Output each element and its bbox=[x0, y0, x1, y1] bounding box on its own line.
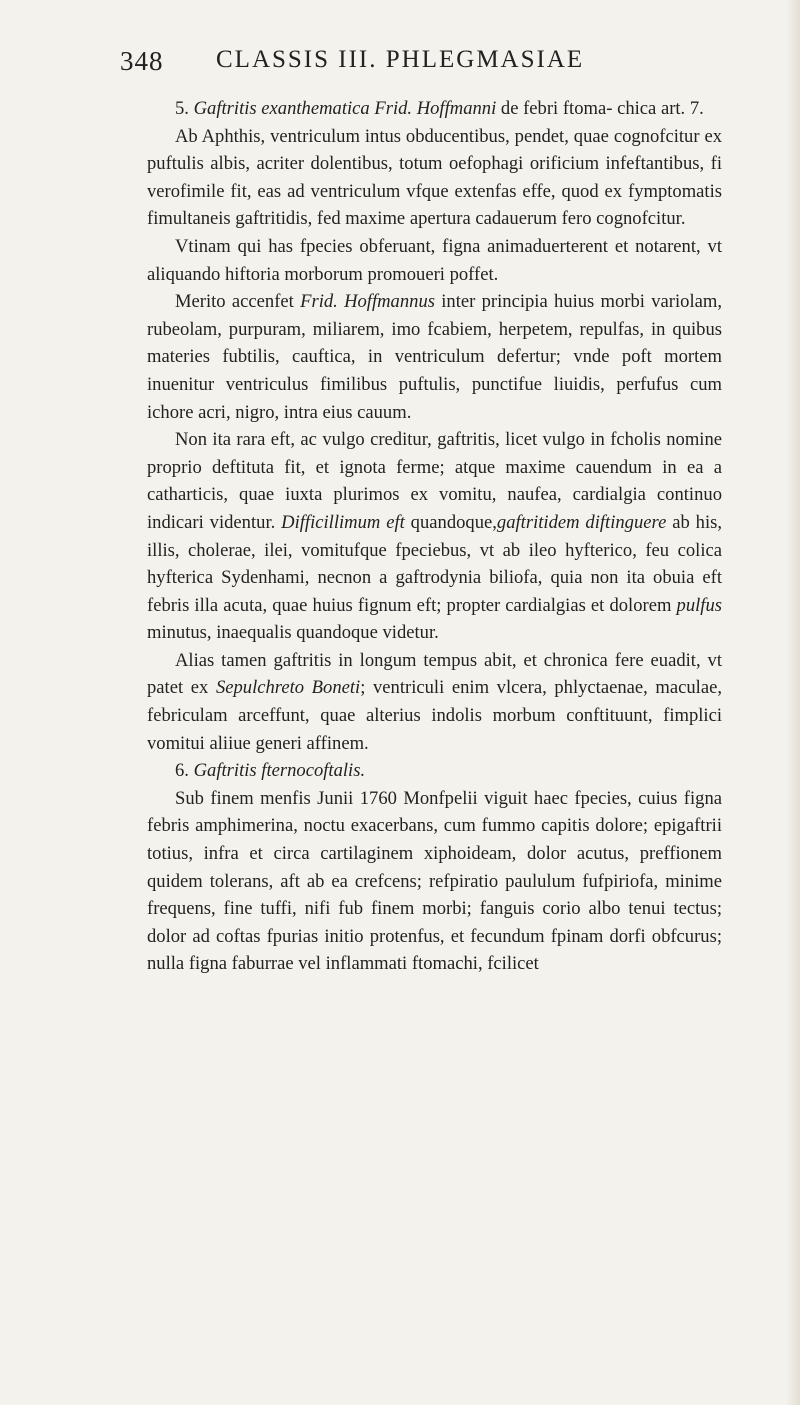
text-run: inter principia huius morbi variolam, rubeolam, purpuram, miliarem, imo fcabiem, herpetem, repulfas, in quibus materies fubtilis, cauftica, in ventriculum defertur; vnde poft mortem inuenitur ventriculus fimilibus puftulis, punctifue liuidis, perfufus cum ichore acri, nigro, intra eius cauum. bbox=[147, 291, 722, 423]
cited-work: Sepulchreto Boneti bbox=[215, 677, 361, 699]
section-5-reference: de febri ftoma- bbox=[500, 98, 613, 119]
page-edge-shadow bbox=[786, 0, 800, 1405]
body-text bbox=[147, 95, 722, 978]
text-run: ab his, illis, cholerae, ilei, vomitufque fpeciebus, vt ab ileo hyfterico, feu colica hyfterica Sydenhami, necnon a gaftrodynia biliofa, quia non ita obuia eft febris illa acuta, quae huius fignum eft; propter cardialgias et dolorem bbox=[147, 511, 722, 616]
paragraph: Vtinam qui has fpecies obferuant, figna animaduerterent et notarent, vt aliquando hiftoria morborum promoueri poffet. bbox=[147, 235, 722, 285]
text-run: ; ventriculi enim vlcera, phlyctaenae, maculae, febriculam arceffunt, quae alterius indolis morbum conftituunt, fimplici vomitui aliiue generi affinem. bbox=[147, 677, 722, 754]
paragraph bbox=[147, 288, 722, 426]
paragraph bbox=[147, 426, 722, 647]
emphasis: pulfus bbox=[676, 594, 722, 616]
page-header bbox=[120, 46, 740, 86]
section-6-heading bbox=[147, 757, 722, 785]
text-run: minutus, inaequalis quandoque videtur. bbox=[147, 622, 439, 644]
text-run: quandoque, bbox=[410, 511, 497, 533]
text-run: Alias tamen gaftritis in longum tempus abit, et chronica fere euadit, vt patet ex bbox=[147, 649, 722, 699]
cited-author: Frid. Hoffmannus bbox=[300, 291, 435, 313]
page-number: 348 bbox=[120, 46, 164, 76]
emphasis: gaftritidem diftinguere bbox=[496, 511, 667, 533]
text-run: Merito accenfet bbox=[175, 291, 294, 313]
section-6-number: 6. bbox=[175, 760, 189, 782]
section-6-title: Gaftritis fternocoftalis. bbox=[193, 760, 366, 782]
paragraph: Ab Aphthis, ventriculum intus obducentibus, pendet, quae cognofcitur ex puftulis albis, acriter dolentibus, totum oefophagi orificium infeftantibus, fi verofimile fit, eas ad ventriculum vfque extenfas effe, quod ex fymptomatis fimultaneis gaftritidis, fed maxime apertura cadauerum fero cognofcitur. bbox=[147, 125, 722, 230]
paragraph bbox=[147, 647, 722, 757]
text-run: Non ita rara eft, ac vulgo creditur, gaftritis, licet vulgo in fcholis nomine proprio deftituta fit, et ignota ferme; atque maxime cauendum in ea a catharticis, quae iuxta plurimos ex vomitu, naufea, cardialgia continuo indicari videntur. bbox=[147, 429, 722, 533]
running-title: CLASSIS III. PHLEGMASIAE bbox=[216, 46, 585, 73]
section-5-heading bbox=[147, 95, 722, 123]
emphasis: Difficillimum eft bbox=[281, 511, 405, 533]
paragraph: Sub finem menfis Junii 1760 Monfpelii viguit haec fpecies, cuius figna febris amphimerina, noctu exacerbans, cum fummo capitis dolore; epigaftrii totius, infra et circa cartilaginem xiphoideam, dolor acutus, preffionem quidem tolerans, aft ab ea crefcens; refpiratio paululum fufpiriofa, minime frequens, fine tuffi, nifi fub finem morbi; fanguis corio albo tenui tectus; dolor ad coftas fpurias initio protenfus, et fecundum fpinam dorfi obfcurus; nulla figna faburrae vel inflammati ftomachi, fcilicet bbox=[147, 787, 722, 975]
section-5-number: 5. bbox=[175, 98, 189, 119]
section-5-title: Gaftritis exanthematica Frid. Hoffmanni bbox=[193, 98, 497, 119]
section-5-reference-cont: chica art. 7. bbox=[617, 98, 704, 119]
